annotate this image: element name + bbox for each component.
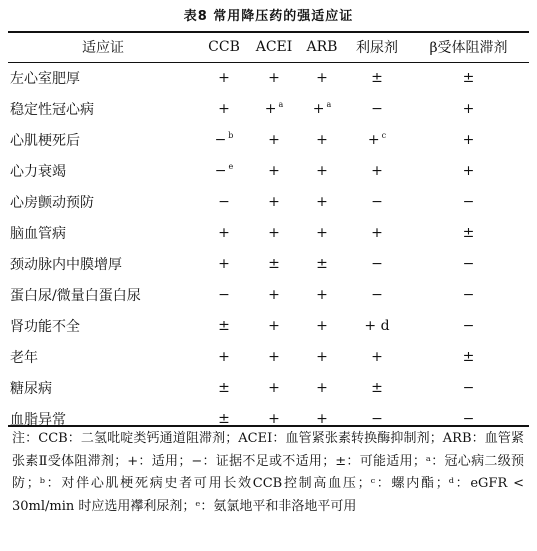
- cell-ccb: [198, 372, 250, 403]
- cell-value: ±: [371, 69, 383, 86]
- cell-diuretic: [346, 341, 408, 372]
- cell-value: +: [316, 317, 328, 334]
- indication-name: 心力衰竭: [10, 163, 66, 180]
- cell-diuretic: [346, 372, 408, 403]
- cell-ccb: [198, 217, 250, 248]
- cell-ccb: [198, 279, 250, 310]
- cell-value: +: [316, 131, 328, 148]
- cell-acei: [250, 93, 298, 124]
- col-header-arb: ARB: [306, 39, 338, 55]
- cell-arb: [298, 93, 346, 124]
- cell-value: −: [462, 379, 475, 396]
- cell-value: +: [218, 224, 230, 241]
- cell-arb: [298, 341, 346, 372]
- cell-acei: [250, 279, 298, 310]
- cell-value: +: [218, 255, 230, 272]
- table-row: [8, 217, 529, 248]
- cell-value: ±: [462, 224, 475, 241]
- cell-beta-blocker: [408, 248, 529, 279]
- cell-value: −: [462, 255, 475, 272]
- cell-value: ±: [218, 410, 230, 427]
- indication-name: 稳定性冠心病: [10, 101, 94, 118]
- cell-value: +: [268, 193, 280, 210]
- cell-value: +: [268, 348, 280, 365]
- cell-value: ±: [268, 255, 280, 272]
- cell-acei: [250, 341, 298, 372]
- cell-value: ±: [462, 348, 475, 365]
- cell-beta-blocker: [408, 93, 529, 124]
- cell-ccb: [198, 62, 250, 93]
- cell-ccb: [198, 248, 250, 279]
- table-row: [8, 124, 529, 155]
- table-row: [8, 372, 529, 403]
- cell-acei: [250, 62, 298, 93]
- cell-value: +: [268, 379, 280, 396]
- indication-name: 颈动脉内中膜增厚: [10, 256, 122, 273]
- cell-value: +: [316, 379, 328, 396]
- table-title: 表8 常用降压药的强适应证: [183, 9, 354, 24]
- cell-footnote-mark: a: [326, 100, 332, 109]
- cell-ccb: [198, 341, 250, 372]
- cell-beta-blocker: [408, 155, 529, 186]
- cell-value: +: [316, 69, 328, 86]
- col-header-beta-blocker: β受体阻滞剂: [429, 40, 508, 56]
- cell-ccb: [198, 124, 250, 155]
- cell-diuretic: [346, 186, 408, 217]
- indication-name: 血脂异常: [10, 411, 66, 428]
- cell-arb: [298, 372, 346, 403]
- cell-value: +: [316, 348, 328, 365]
- cell-value: −: [371, 193, 383, 210]
- cell-value: +: [268, 410, 280, 427]
- cell-value: +: [316, 224, 328, 241]
- table-row: [8, 155, 529, 186]
- cell-diuretic: [346, 248, 408, 279]
- cell-ccb: [198, 155, 250, 186]
- cell-value: + d: [364, 317, 390, 334]
- cell-value: −: [462, 410, 475, 427]
- cell-value: +: [462, 131, 475, 148]
- cell-value: +: [316, 193, 328, 210]
- cell-beta-blocker: [408, 341, 529, 372]
- cell-value: +: [371, 348, 383, 365]
- cell-acei: [250, 186, 298, 217]
- cell-value: −: [371, 286, 383, 303]
- cell-acei: [250, 217, 298, 248]
- cell-value: +: [462, 162, 475, 179]
- cell-value: ±: [218, 317, 230, 334]
- indication-name: 肾功能不全: [10, 318, 80, 335]
- cell-value: ±: [218, 379, 230, 396]
- cell-value: +: [218, 100, 230, 117]
- indication-table: [8, 32, 529, 434]
- cell-value: ±: [462, 69, 475, 86]
- cell-value: +: [462, 100, 475, 117]
- cell-value: −: [218, 286, 230, 303]
- col-header-ccb: CCB: [208, 39, 240, 55]
- cell-value: +: [316, 162, 328, 179]
- cell-value: +: [268, 162, 280, 179]
- cell-arb: [298, 186, 346, 217]
- cell-value: +: [268, 131, 280, 148]
- cell-diuretic: [346, 62, 408, 93]
- cell-value: −: [371, 410, 383, 427]
- indication-name: 心肌梗死后: [10, 132, 80, 149]
- cell-value: +: [218, 348, 230, 365]
- cell-diuretic: [346, 155, 408, 186]
- cell-arb: [298, 248, 346, 279]
- table-row: [8, 186, 529, 217]
- cell-value: −: [214, 163, 227, 179]
- cell-acei: [250, 248, 298, 279]
- cell-value: +: [268, 69, 280, 86]
- table-row: [8, 93, 529, 124]
- table-row: [8, 248, 529, 279]
- indication-name: 老年: [10, 349, 38, 366]
- cell-footnote-mark: c: [381, 131, 387, 140]
- cell-diuretic: [346, 124, 408, 155]
- cell-value: +: [268, 224, 280, 241]
- table-footnote: 注：CCB：二氢吡啶类钙通道阻滞剂；ACEI：血管紧张素转换酶抑制剂；ARB：血管紧张素Ⅱ受体阻滞剂；+：适用；−：证据不足或不适用；±：可能适用；ᵃ：冠心病二级预防；ᵇ：对伴心肌梗死病史者可用长效CCB控制高血压；ᶜ：螺内酯；ᵈ：eGFR < 30ml/min 时应选用襻利尿剂；ᵉ：氨氯地平和非洛地平可用: [12, 431, 524, 514]
- cell-value: +: [316, 286, 328, 303]
- col-header-diuretic: 利尿剂: [356, 40, 398, 56]
- cell-diuretic: [346, 279, 408, 310]
- cell-value: +: [268, 317, 280, 334]
- cell-acei: [250, 372, 298, 403]
- indication-name: 蛋白尿/微量白蛋白尿: [10, 287, 141, 304]
- cell-value: ±: [316, 255, 328, 272]
- col-header-indication: 适应证: [82, 40, 124, 56]
- cell-value: +: [264, 101, 277, 117]
- cell-value: +: [371, 162, 383, 179]
- cell-value: +: [371, 224, 383, 241]
- cell-beta-blocker: [408, 124, 529, 155]
- cell-beta-blocker: [408, 62, 529, 93]
- cell-ccb: [198, 93, 250, 124]
- cell-arb: [298, 217, 346, 248]
- cell-beta-blocker: [408, 310, 529, 341]
- cell-acei: [250, 155, 298, 186]
- cell-diuretic: [346, 310, 408, 341]
- table-row: [8, 341, 529, 372]
- cell-diuretic: [346, 217, 408, 248]
- cell-beta-blocker: [408, 279, 529, 310]
- cell-value: −: [462, 286, 475, 303]
- cell-value: ±: [371, 379, 383, 396]
- cell-value: −: [462, 317, 475, 334]
- cell-value: −: [214, 132, 227, 148]
- cell-beta-blocker: [408, 217, 529, 248]
- cell-value: −: [371, 100, 383, 117]
- cell-value: +: [316, 410, 328, 427]
- indication-name: 脑血管病: [10, 225, 66, 242]
- col-header-acei: ACEI: [255, 39, 293, 55]
- cell-value: +: [268, 286, 280, 303]
- cell-value: −: [371, 255, 383, 272]
- cell-beta-blocker: [408, 372, 529, 403]
- cell-value: +: [367, 132, 380, 148]
- cell-ccb: [198, 310, 250, 341]
- indication-name: 左心室肥厚: [10, 70, 80, 87]
- cell-footnote-mark: e: [228, 162, 234, 171]
- table-row: [8, 62, 529, 93]
- cell-ccb: [198, 186, 250, 217]
- cell-beta-blocker: [408, 186, 529, 217]
- cell-acei: [250, 310, 298, 341]
- cell-arb: [298, 310, 346, 341]
- cell-arb: [298, 279, 346, 310]
- cell-value: −: [218, 193, 230, 210]
- cell-arb: [298, 62, 346, 93]
- table-row: [8, 310, 529, 341]
- cell-value: −: [462, 193, 475, 210]
- table-header-row: [8, 32, 529, 62]
- cell-arb: [298, 155, 346, 186]
- indication-name: 心房颤动预防: [10, 194, 94, 211]
- cell-arb: [298, 124, 346, 155]
- cell-value: +: [218, 69, 230, 86]
- table-row: [8, 279, 529, 310]
- cell-value: +: [312, 101, 325, 117]
- cell-diuretic: [346, 93, 408, 124]
- cell-acei: [250, 124, 298, 155]
- indication-name: 糖尿病: [10, 380, 52, 397]
- cell-footnote-mark: b: [228, 131, 234, 140]
- cell-footnote-mark: a: [278, 100, 284, 109]
